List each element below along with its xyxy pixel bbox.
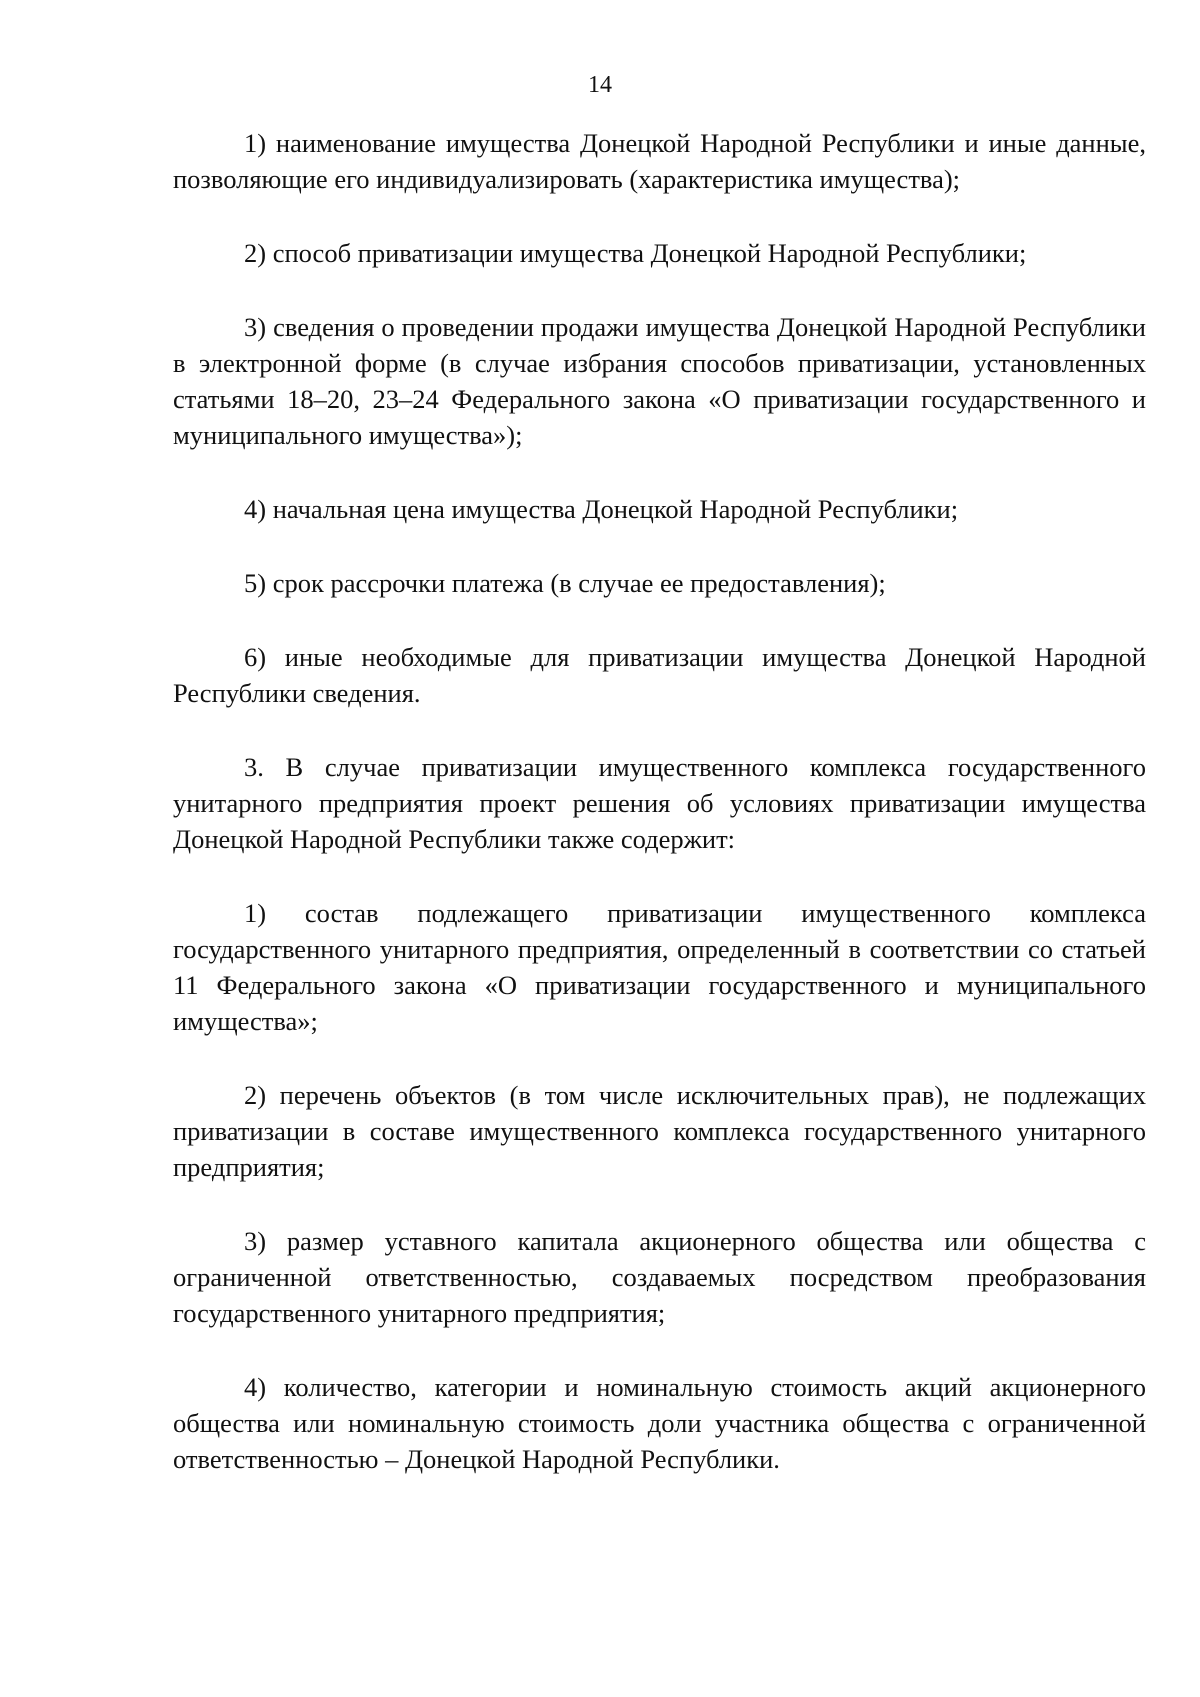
document-body [173,125,1146,1477]
list-item-paragraph: 1) состав подлежащего приватизации имущественного комплекса государственного унитарного предприятия, определенный в соответствии со статьей 11 Федерального закона «О приватизации государственного и муниципального имущества»; [173,898,1146,1036]
section-paragraph: 3. В случае приватизации имущественного комплекса государственного унитарного предприятия проект решения об условиях приватизации имущества Донецкой Народной Республики также содержит: [173,752,1146,854]
list-item-paragraph: 3) сведения о проведении продажи имущества Донецкой Народной Республики в электронной форме (в случае избрания способов приватизации, установленных статьями 18–20, 23–24 Федерального закона «О приватизации государственного и муниципального имущества»); [173,312,1146,450]
list-item-paragraph: 2) способ приватизации имущества Донецкой Народной Республики; [244,238,1027,268]
list-item-paragraph: 3) размер уставного капитала акционерного общества или общества с ограниченной ответственностью, создаваемых посредством преобразования государственного унитарного предприятия; [173,1226,1146,1328]
list-item-paragraph: 2) перечень объектов (в том числе исключительных прав), не подлежащих приватизации в составе имущественного комплекса государственного унитарного предприятия; [173,1080,1146,1182]
page-number: 14 [588,72,612,98]
list-item-paragraph: 6) иные необходимые для приватизации имущества Донецкой Народной Республики сведения. [173,642,1146,708]
list-item-paragraph: 4) количество, категории и номинальную стоимость акций акционерного общества или номинальную стоимость доли участника общества с ограниченной ответственностью – Донецкой Народной Республики. [173,1372,1146,1474]
list-item-paragraph: 5) срок рассрочки платежа (в случае ее предоставления); [244,568,886,598]
list-item-paragraph: 1) наименование имущества Донецкой Народной Республики и иные данные, позволяющие его индивидуализировать (характеристика имущества); [173,128,1146,194]
list-item-paragraph: 4) начальная цена имущества Донецкой Народной Республики; [244,494,959,524]
